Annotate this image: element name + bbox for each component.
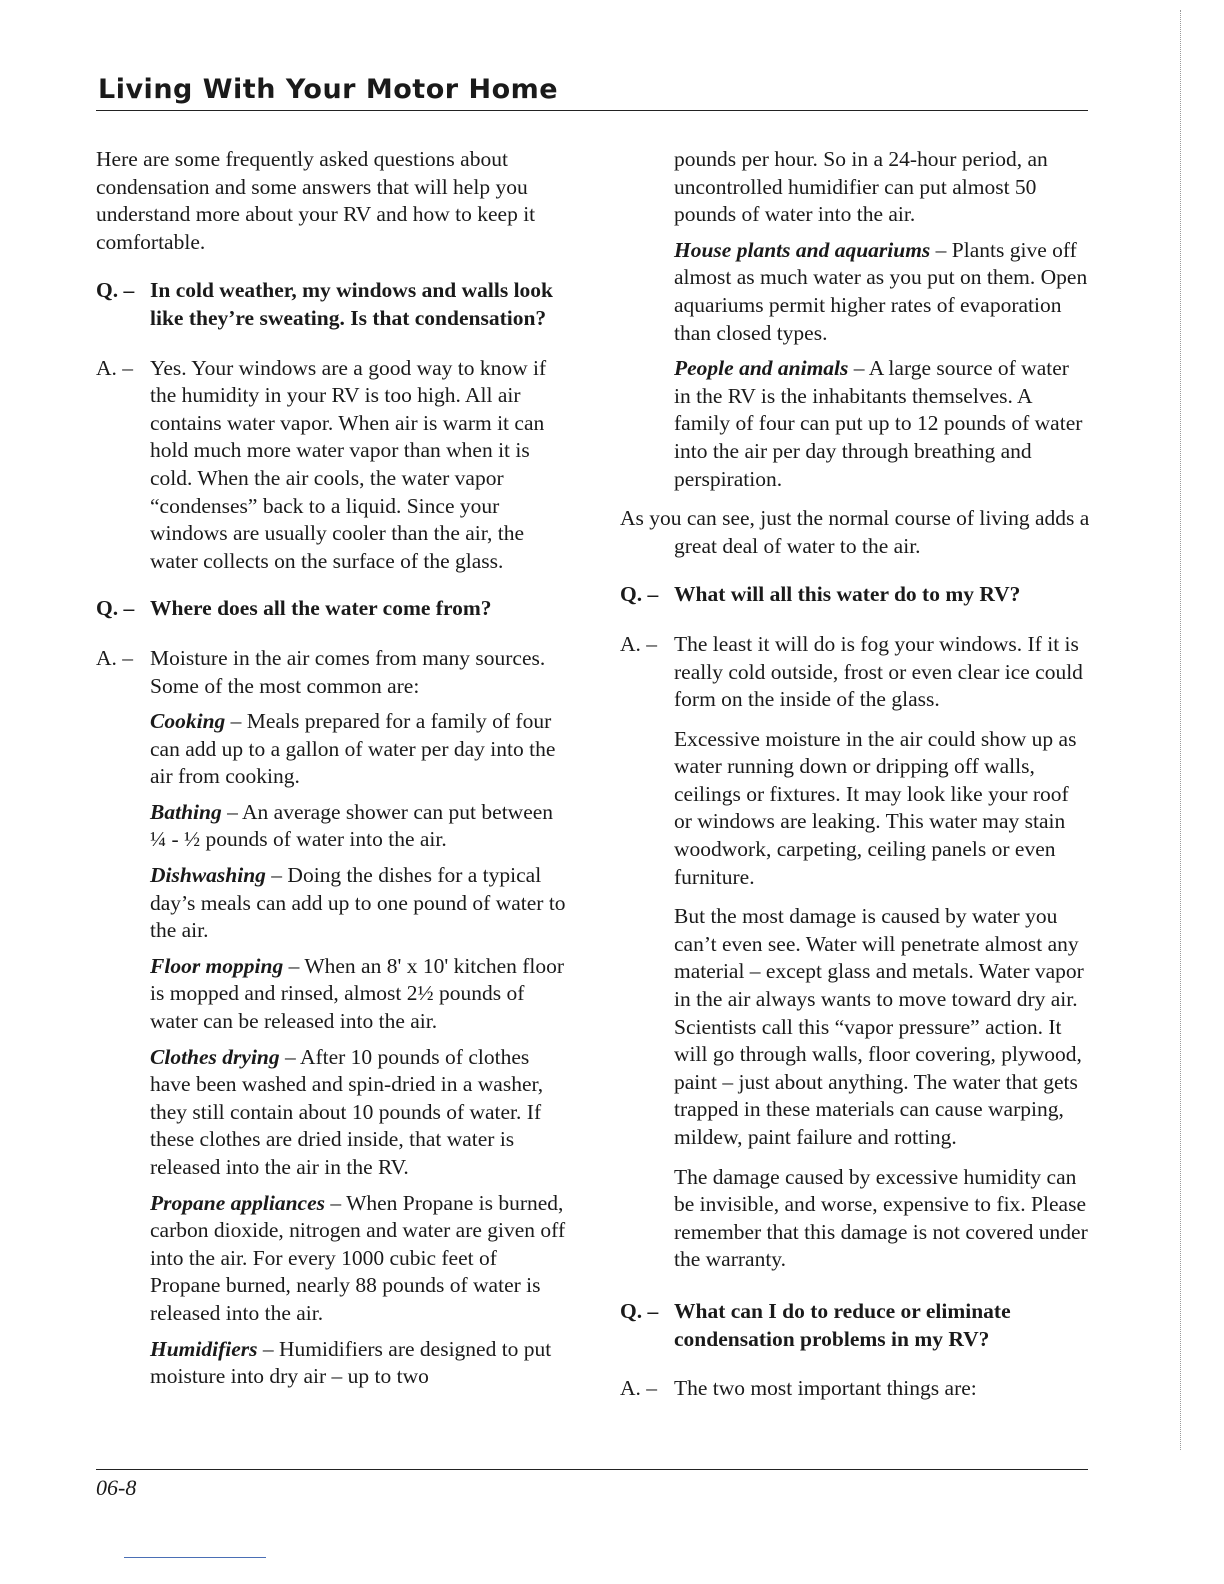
answer-text: The least it will do is fog your windows. If it is really cold outside, frost or even clear ice could form on the inside of the glass.	[674, 631, 1083, 712]
question-text: Where does all the water come from?	[150, 596, 492, 621]
question-text: What will all this water do to my RV?	[674, 582, 1021, 607]
source-clothes-drying	[150, 1044, 566, 1182]
source-desc: – A large source of water in the RV is the inhabitants themselves. A family of four can put up to 12 pounds of water into the air per day through breathing and perspiration.	[674, 356, 1083, 491]
answer-paragraph: But the most damage is caused by water you can’t even see. Water will penetrate almost any material – except glass and metals. Water vapor in the air always wants to move toward dry air. Scientists call this “vapor pressure” action. It will go through walls, floor covering, plywood, paint – just about anything. The water that gets trapped in these materials can cause warping, mildew, paint failure and rotting.	[674, 904, 1084, 1149]
question-marker: Q. –	[96, 596, 135, 621]
source-bathing	[150, 799, 566, 854]
header-rule	[96, 110, 1088, 111]
answer-text: Moisture in the air comes from many sources. Some of the most common are:	[150, 645, 546, 698]
question-marker: Q. –	[96, 278, 135, 303]
answer-2	[96, 645, 566, 1391]
answer-paragraph: The damage caused by excessive humidity can be invisible, and worse, expensive to fix. Please remember that this damage is not covered under the warranty.	[674, 1164, 1088, 1272]
humidifier-continuation: pounds per hour. So in a 24-hour period, an uncontrolled humidifier can put almost 50 pounds of water into the air.	[674, 147, 1048, 227]
summary-paragraph: As you can see, just the normal course of living adds a great deal of water to the air.	[620, 506, 1090, 558]
question-text: In cold weather, my windows and walls look like they’re sweating. Is that condensation?	[150, 278, 553, 330]
question-2	[96, 595, 566, 623]
question-1	[96, 277, 566, 332]
source-term: Cooking	[150, 709, 226, 734]
source-term: House plants and aquariums	[674, 237, 931, 262]
source-term: Humidifiers	[150, 1336, 258, 1361]
answer-marker: A. –	[620, 631, 658, 656]
source-house-plants	[620, 237, 1090, 347]
footer-rule	[96, 1469, 1088, 1470]
answer-marker: A. –	[96, 645, 134, 670]
source-desc: – An average shower can put between ¼ - ½ pounds of water into the air.	[150, 799, 554, 852]
source-humidifiers	[150, 1336, 566, 1391]
source-term: Clothes drying	[150, 1044, 280, 1069]
question-marker: Q. –	[620, 1298, 659, 1323]
answer-1	[96, 355, 566, 576]
left-column	[96, 146, 566, 1391]
question-marker: Q. –	[620, 582, 659, 607]
answer-paragraph: Excessive moisture in the air could show up as water running down or dripping off walls, ceilings or fixtures. It may look like your roof or windows are leaking. This water may stain woodwork, carpeting, ceiling panels or even furniture.	[674, 726, 1077, 889]
source-floor-mopping	[150, 953, 566, 1036]
right-column	[620, 146, 1090, 1403]
answer-3	[620, 631, 1090, 1274]
source-term: Floor mopping	[150, 953, 284, 978]
source-term: Dishwashing	[150, 863, 266, 888]
source-term: Bathing	[150, 799, 222, 824]
answer-marker: A. –	[96, 355, 134, 380]
source-cooking	[150, 708, 566, 791]
answer-text: Yes. Your windows are a good way to know if the humidity in your RV is too high. All air contains water vapor. When air is warm it can hold much more water vapor than when it is cold. When the air cools, the water vapor “condenses” back to a liquid. Since your windows are usually cooler than the air, the water collects on the surface of the glass.	[150, 355, 547, 573]
page-number: 06-8	[96, 1475, 137, 1500]
source-propane	[150, 1190, 566, 1328]
answer-marker: A. –	[620, 1376, 658, 1401]
question-4	[620, 1298, 1090, 1353]
source-desc: – When Propane is burned, carbon dioxide, nitrogen and water are given off into the air. For every 1000 cubic feet of Propane burned, nearly 88 pounds of water is released into the air.	[150, 1190, 566, 1325]
scan-edge-artifact	[124, 1557, 266, 1558]
answer-4	[620, 1375, 1090, 1403]
intro-paragraph: Here are some frequently asked questions about condensation and some answers that will help you understand more about your RV and how to keep it comfortable.	[96, 147, 536, 254]
source-people-animals	[620, 355, 1090, 493]
scan-margin-artifact	[1180, 10, 1181, 1450]
question-text: What can I do to reduce or eliminate condensation problems in my RV?	[674, 1298, 1011, 1351]
answer-text: The two most important things are:	[674, 1376, 977, 1401]
source-desc: – When an 8' x 10' kitchen floor is mopped and rinsed, almost 2½ pounds of water can be released into the air.	[150, 953, 565, 1034]
source-dishwashing	[150, 862, 566, 945]
source-desc: – Humidifiers are designed to put moisture into dry air – up to two	[150, 1336, 552, 1389]
source-desc: – Plants give off almost as much water as you put on them. Open aquariums permit higher rates of evaporation than closed types.	[674, 237, 1088, 345]
page-title: Living With Your Motor Home	[98, 74, 559, 105]
source-term: Propane appliances	[150, 1190, 325, 1215]
source-desc: – Meals prepared for a family of four can add up to a gallon of water per day into the air from cooking.	[150, 709, 556, 789]
source-term: People and animals	[674, 356, 849, 381]
source-desc: – Doing the dishes for a typical day’s meals can add up to one pound of water to the air.	[150, 863, 566, 943]
question-3	[620, 581, 1090, 609]
source-desc: – After 10 pounds of clothes have been washed and spin-dried in a washer, they still contain about 10 pounds of water. If these clothes are dried inside, that water is released into the air in the RV.	[150, 1044, 544, 1179]
